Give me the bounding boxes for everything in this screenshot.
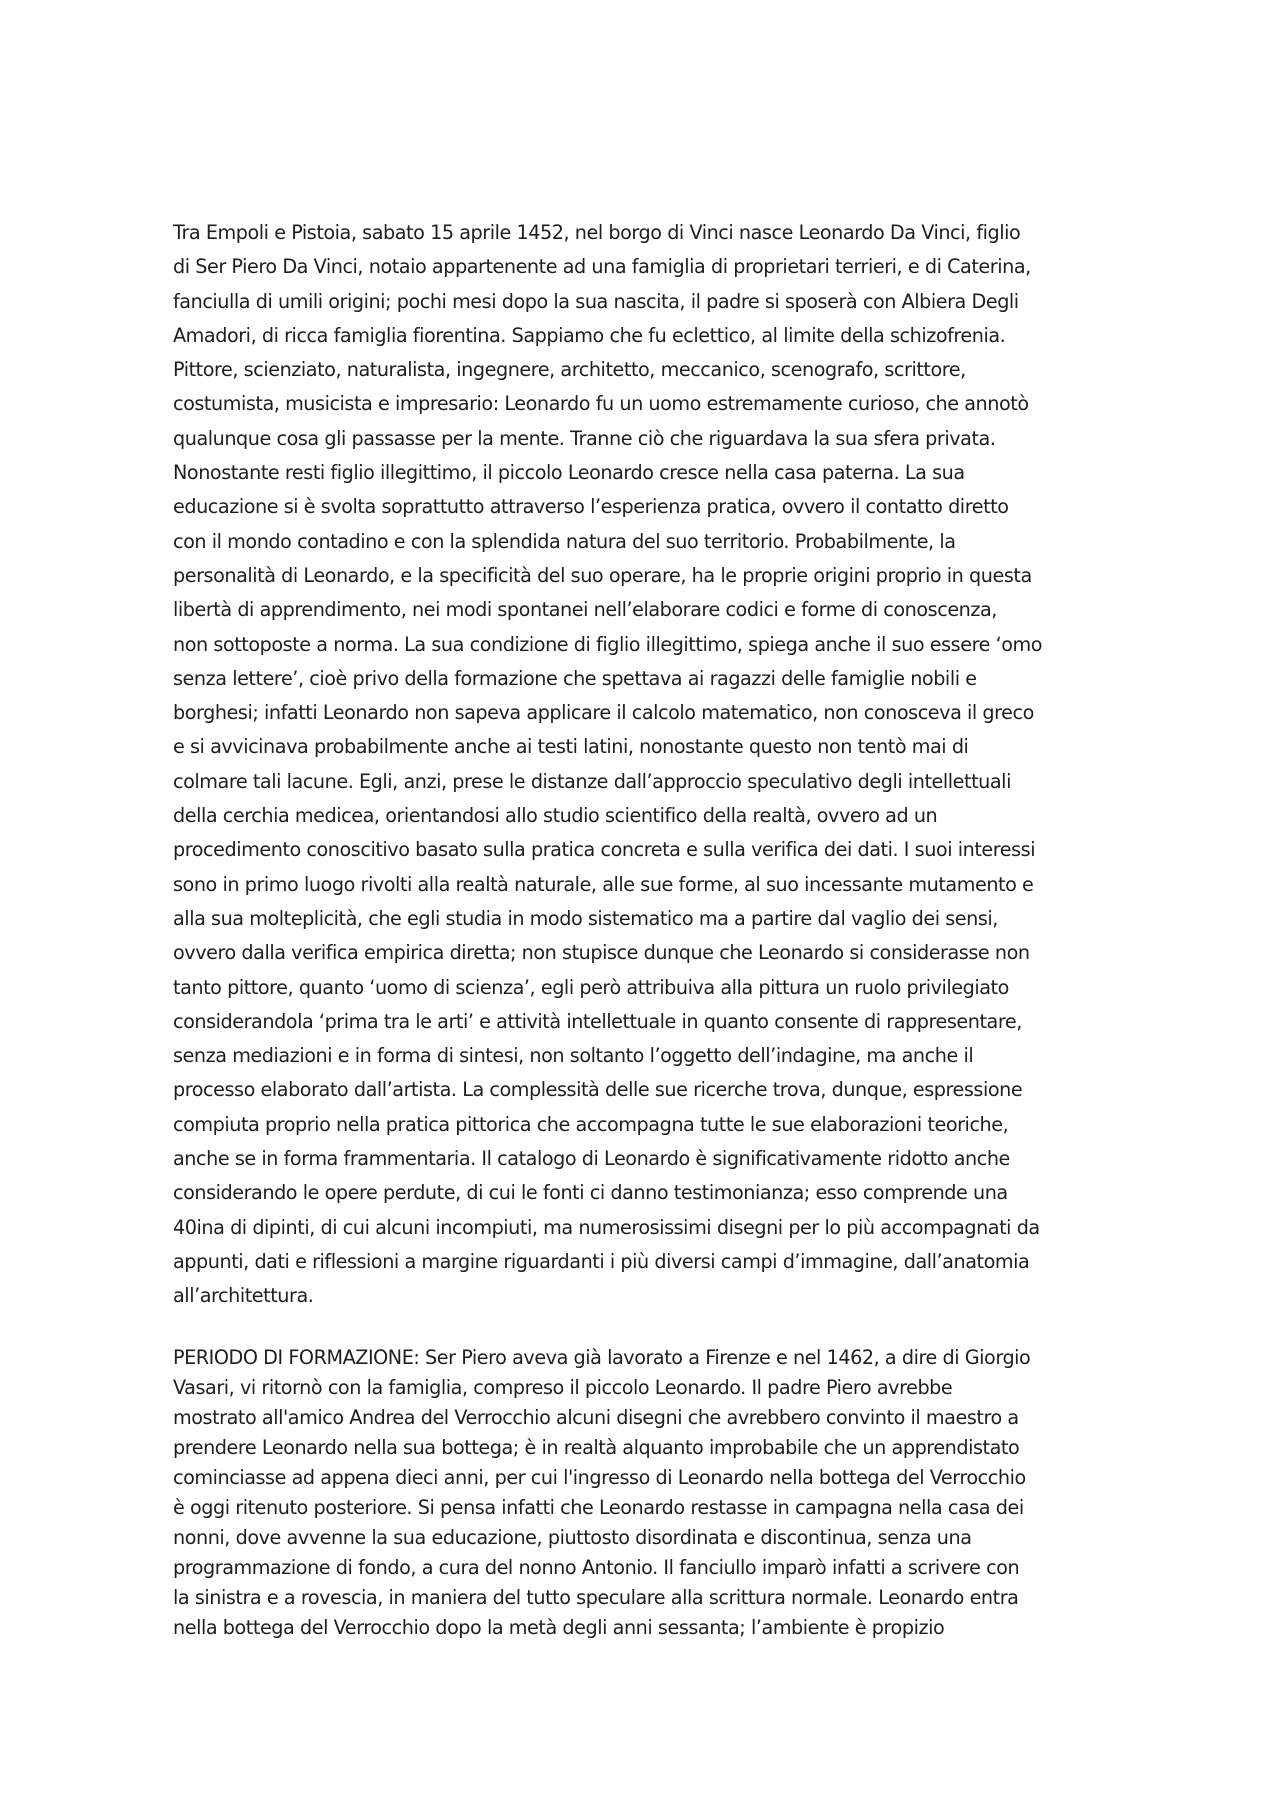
text-line: Tra Empoli e Pistoia, sabato 15 aprile 1452, nel borgo di Vinci nasce Leonardo Da Vinci, figlio [173,221,1021,244]
text-line: tanto pittore, quanto ‘uomo di scienza’, egli però attribuiva alla pittura un ruolo privilegiato [173,975,1009,999]
text-line: personalità di Leonardo, e la specificità del suo operare, ha le proprie origini proprio in questa [173,563,1032,587]
text-line: è oggi ritenuto posteriore. Si pensa infatti che Leonardo restasse in campagna nella casa dei [173,1496,1024,1519]
paragraph-biography [173,216,1118,1314]
text-line: nella bottega del Verrocchio dopo la metà degli anni sessanta; l’ambiente è propizio [173,1616,945,1639]
paragraph-periodo-di-formazione [173,1343,1118,1643]
text-line: non sottoposte a norma. La sua condizione di figlio illegittimo, spiega anche il suo essere ‘omo [173,632,1043,656]
text-line: compiuta proprio nella pratica pittorica che accompagna tutte le sue elaborazioni teoriche, [173,1112,1009,1136]
text-line: colmare tali lacune. Egli, anzi, prese le distanze dall’approccio speculativo degli intellettuali [173,769,1011,793]
text-line: libertà di apprendimento, nei modi spontanei nell’elaborare codici e forme di conoscenza, [173,598,997,622]
text-line: considerandola ‘prima tra le arti’ e attività intellettuale in quanto consente di rappresentare, [173,1009,1022,1033]
text-line: considerando le opere perdute, di cui le fonti ci danno testimonianza; esso comprende una [173,1181,1008,1205]
text-line: di Ser Piero Da Vinci, notaio appartenente ad una famiglia di proprietari terrieri, e di Caterina, [173,255,1031,279]
text-line: Nonostante resti figlio illegittimo, il piccolo Leonardo cresce nella casa paterna. La sua [173,461,965,485]
text-line: Vasari, vi ritornò con la famiglia, compreso il piccolo Leonardo. Il padre Piero avrebbe [173,1376,953,1399]
text-line: Amadori, di ricca famiglia fiorentina. Sappiamo che fu eclettico, al limite della schizofrenia. [173,323,1006,347]
text-line: la sinistra e a rovescia, in maniera del tutto speculare alla scrittura normale. Leonardo entra [173,1586,1019,1609]
text-line: mostrato all'amico Andrea del Verrocchio alcuni disegni che avrebbero convinto il maestro a [173,1406,1019,1429]
text-line: borghesi; infatti Leonardo non sapeva applicare il calcolo matematico, non conosceva il greco [173,701,1034,725]
text-line: e si avvicinava probabilmente anche ai testi latini, nonostante questo non tentò mai di [173,735,969,759]
text-line: alla sua molteplicità, che egli studia in modo sistematico ma a partire dal vaglio dei sensi, [173,906,998,930]
text-line: procedimento conoscitivo basato sulla pratica concreta e sulla verifica dei dati. I suoi interessi [173,838,1036,862]
text-line: anche se in forma frammentaria. Il catalogo di Leonardo è significativamente ridotto anche [173,1147,1010,1171]
text-line: processo elaborato dall’artista. La complessità delle sue ricerche trova, dunque, espressione [173,1078,1023,1102]
text-line: ovvero dalla verifica empirica diretta; non stupisce dunque che Leonardo si considerasse non [173,941,1030,965]
text-line: con il mondo contadino e con la splendida natura del suo territorio. Probabilmente, la [173,529,956,553]
text-line: qualunque cosa gli passasse per la mente. Tranne ciò che riguardava la sua sfera privata. [173,426,996,450]
text-line: programmazione di fondo, a cura del nonno Antonio. Il fanciullo imparò infatti a scrivere con [173,1556,1020,1579]
text-line: all’architettura. [173,1284,314,1308]
text-line: cominciasse ad appena dieci anni, per cui l'ingresso di Leonardo nella bottega del Verrocchio [173,1466,1026,1489]
text-line: appunti, dati e riflessioni a margine riguardanti i più diversi campi d’immagine, dall’anatomia [173,1249,1030,1273]
text-line: nonni, dove avvenne la sua educazione, piuttosto disordinata e discontinua, senza una [173,1526,972,1549]
text-line: 40ina di dipinti, di cui alcuni incompiuti, ma numerosissimi disegni per lo più accompagnati da [173,1215,1040,1239]
text-line: prendere Leonardo nella sua bottega; è in realtà alquanto improbabile che un apprendistato [173,1436,1020,1459]
text-line: educazione si è svolta soprattutto attraverso l’esperienza pratica, ovvero il contatto diretto [173,495,1009,519]
text-line: sono in primo luogo rivolti alla realtà naturale, alle sue forme, al suo incessante mutamento e [173,872,1034,896]
text-line: senza mediazioni e in forma di sintesi, non soltanto l’oggetto dell’indagine, ma anche il [173,1044,974,1068]
text-line: della cerchia medicea, orientandosi allo studio scientifico della realtà, ovvero ad un [173,804,938,828]
text-line: Pittore, scienziato, naturalista, ingegnere, architetto, meccanico, scenografo, scrittore, [173,358,966,382]
text-line: costumista, musicista e impresario: Leonardo fu un uomo estremamente curioso, che annotò [173,392,1029,416]
text-line: senza lettere’, cioè privo della formazione che spettava ai ragazzi delle famiglie nobili e [173,666,977,690]
text-line: fanciulla di umili origini; pochi mesi dopo la sua nascita, il padre si sposerà con Albiera Degli [173,289,1019,313]
text-line: PERIODO DI FORMAZIONE: Ser Piero aveva già lavorato a Firenze e nel 1462, a dire di Giorgio [173,1346,1031,1369]
